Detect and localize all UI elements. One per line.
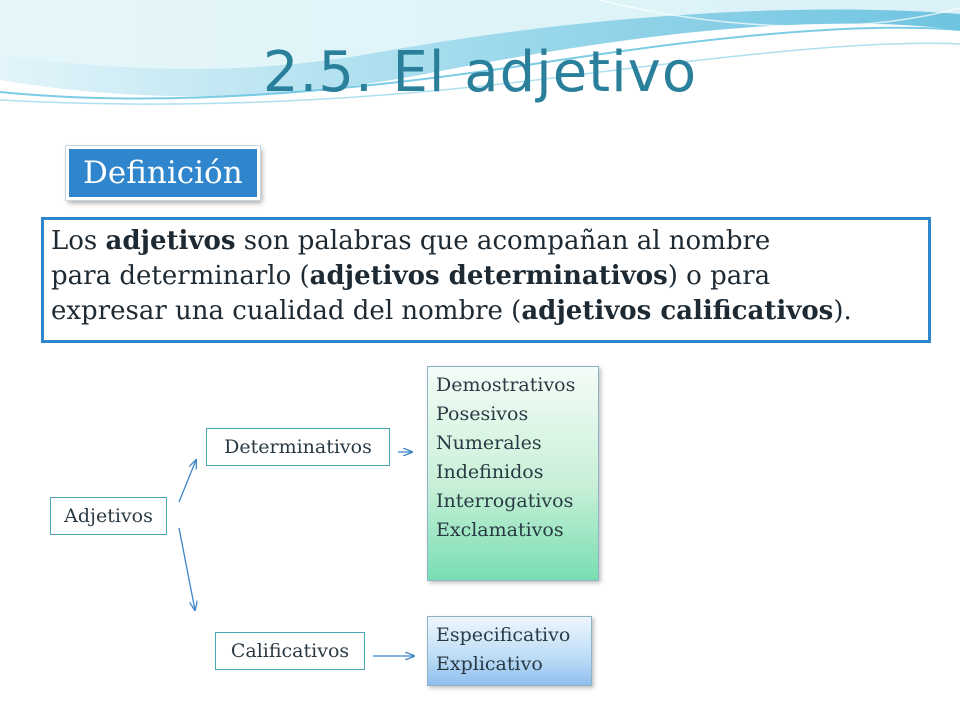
list-item: Posesivos [436, 403, 529, 425]
bold-term: adjetivos determinativos [309, 261, 668, 291]
text-run: ) o para [667, 261, 771, 291]
list-item: Numerales [436, 432, 542, 454]
list-item: Demostrativos [436, 374, 576, 396]
section-label-definicion: Definición [66, 146, 260, 200]
bold-term: adjetivos calificativos [521, 296, 834, 326]
list-item: Explicativo [436, 653, 543, 675]
node-calificativos: Calificativos [215, 632, 365, 670]
node-determinativos: Determinativos [206, 428, 390, 466]
text-run: expresar una cualidad del nombre ( [51, 296, 522, 326]
text-run: Los [51, 226, 106, 256]
bold-term: adjetivos [105, 226, 236, 256]
text-run: ). [833, 296, 852, 326]
arrow-root-to-determinativos [179, 460, 196, 502]
node-adjetivos: Adjetivos [50, 497, 167, 535]
text-run: para determinarlo ( [51, 261, 310, 291]
text-run: son palabras que acompañan al nombre [235, 226, 771, 256]
list-item: Especificativo [436, 624, 571, 646]
list-calificativos [427, 616, 592, 686]
list-item: Exclamativos [436, 519, 564, 541]
list-determinativos [427, 366, 599, 581]
arrow-root-to-calificativos [179, 528, 195, 610]
list-item: Interrogativos [436, 490, 574, 512]
list-item: Indefinidos [436, 461, 544, 483]
slide-title: 2.5. El adjetivo [262, 40, 698, 105]
